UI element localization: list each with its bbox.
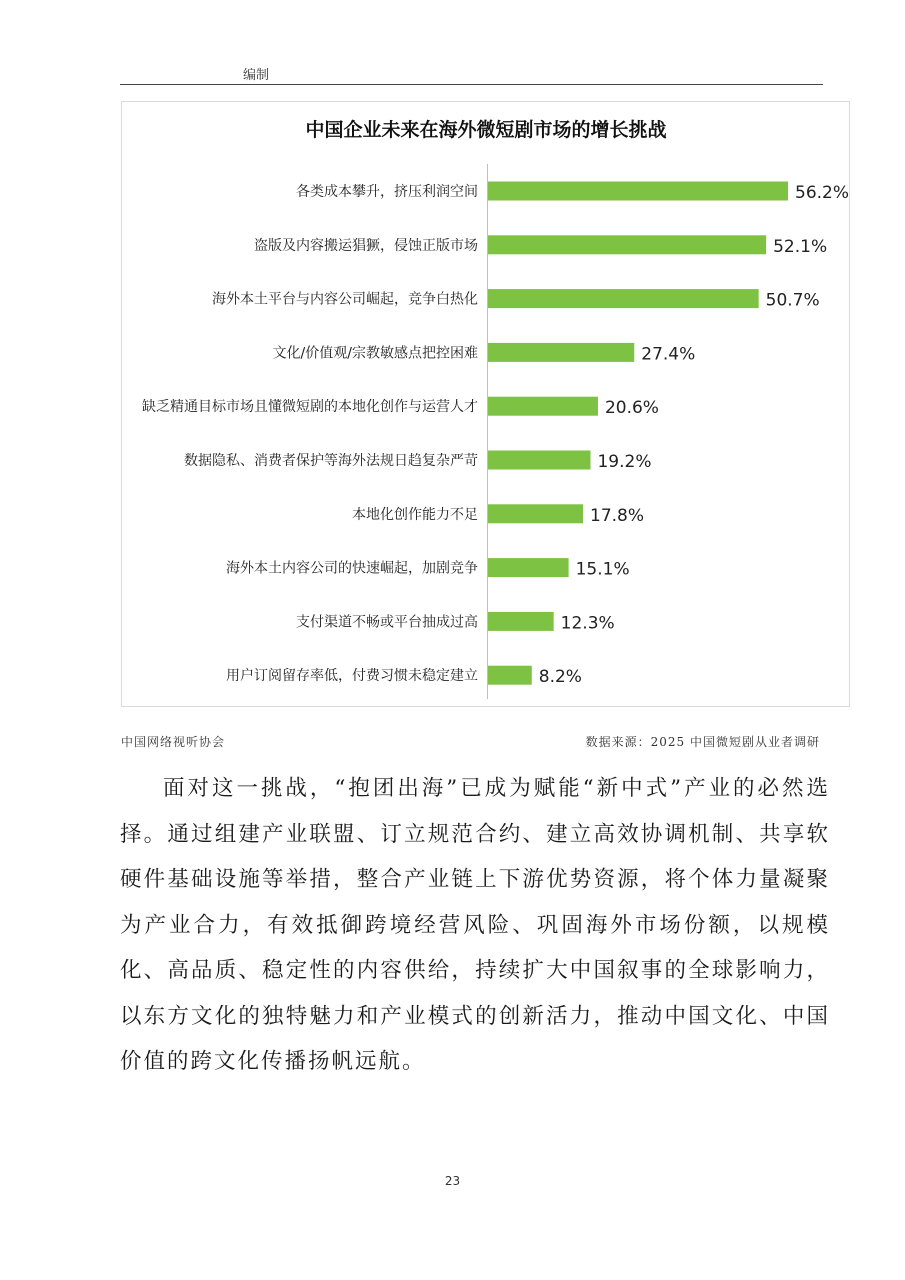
value-label: 19.2% [597,452,652,472]
bar [488,397,598,416]
body-paragraph: 面对这一挑战，“抱团出海”已成为赋能“新中式”产业的必然选择。通过组建产业联盟、订立规范合约、建立高效协调机制、共享软硬件基础设施等举措，整合产业链上下游优势资源，将个体力量凝聚为产业合力，有效抵御跨境经营风险、巩固海外市场份额，以规模化、高品质、稳定性的内容供给，持续扩大中国叙事的全球影响力，以东方文化的独特魅力和产业模式的创新活力，推动中国文化、中国价值的跨文化传播扬帆远航。 [120,776,830,1074]
bar [488,666,532,685]
category-label: 本地化创作能力不足 [352,506,478,523]
data-source-note: 数据来源：2025 中国微短剧从业者调研 [585,735,820,749]
category-label: 海外本土平台与内容公司崛起，竞争白热化 [212,291,478,308]
bar [488,235,766,254]
chart-title: 中国企业未来在海外微短剧市场的增长挑战 [305,119,667,141]
value-label: 52.1% [773,236,828,257]
bar [488,289,759,308]
chart-frame [121,101,850,707]
category-label: 盗版及内容搬运猖獗，侵蚀正版市场 [254,237,478,254]
bar-chart [122,102,849,706]
header-text: 编制 [243,68,270,83]
category-label: 数据隐私、消费者保护等海外法规日趋复杂严苛 [184,453,478,469]
value-label: 8.2% [538,667,582,688]
category-label: 缺乏精通目标市场且懂微短剧的本地化创作与运营人才 [142,399,478,416]
value-label: 20.6% [604,398,659,419]
value-label: 12.3% [560,613,615,634]
category-label: 用户订阅留存率低，付费习惯未稳定建立 [226,668,478,685]
header-rule [120,84,823,85]
category-label: 海外本土内容公司的快速崛起，加剧竞争 [226,560,478,577]
bar [488,504,583,523]
value-label: 17.8% [590,505,645,526]
bar [488,451,590,470]
bar [488,182,788,201]
value-label: 56.2% [795,183,849,203]
value-label: 50.7% [765,290,820,311]
page-number: 23 [444,1174,461,1188]
bar [488,343,634,362]
bar [488,612,554,631]
source-organization: 中国网络视听协会 [121,735,226,749]
bar [488,558,569,577]
bars-group [142,182,849,688]
category-label: 各类成本攀升，挤压利润空间 [296,184,478,200]
value-label: 15.1% [575,559,630,580]
category-label: 支付渠道不畅或平台抽成过高 [296,614,478,631]
category-label: 文化/价值观/宗教敏感点把控困难 [272,345,478,362]
value-label: 27.4% [641,344,696,365]
